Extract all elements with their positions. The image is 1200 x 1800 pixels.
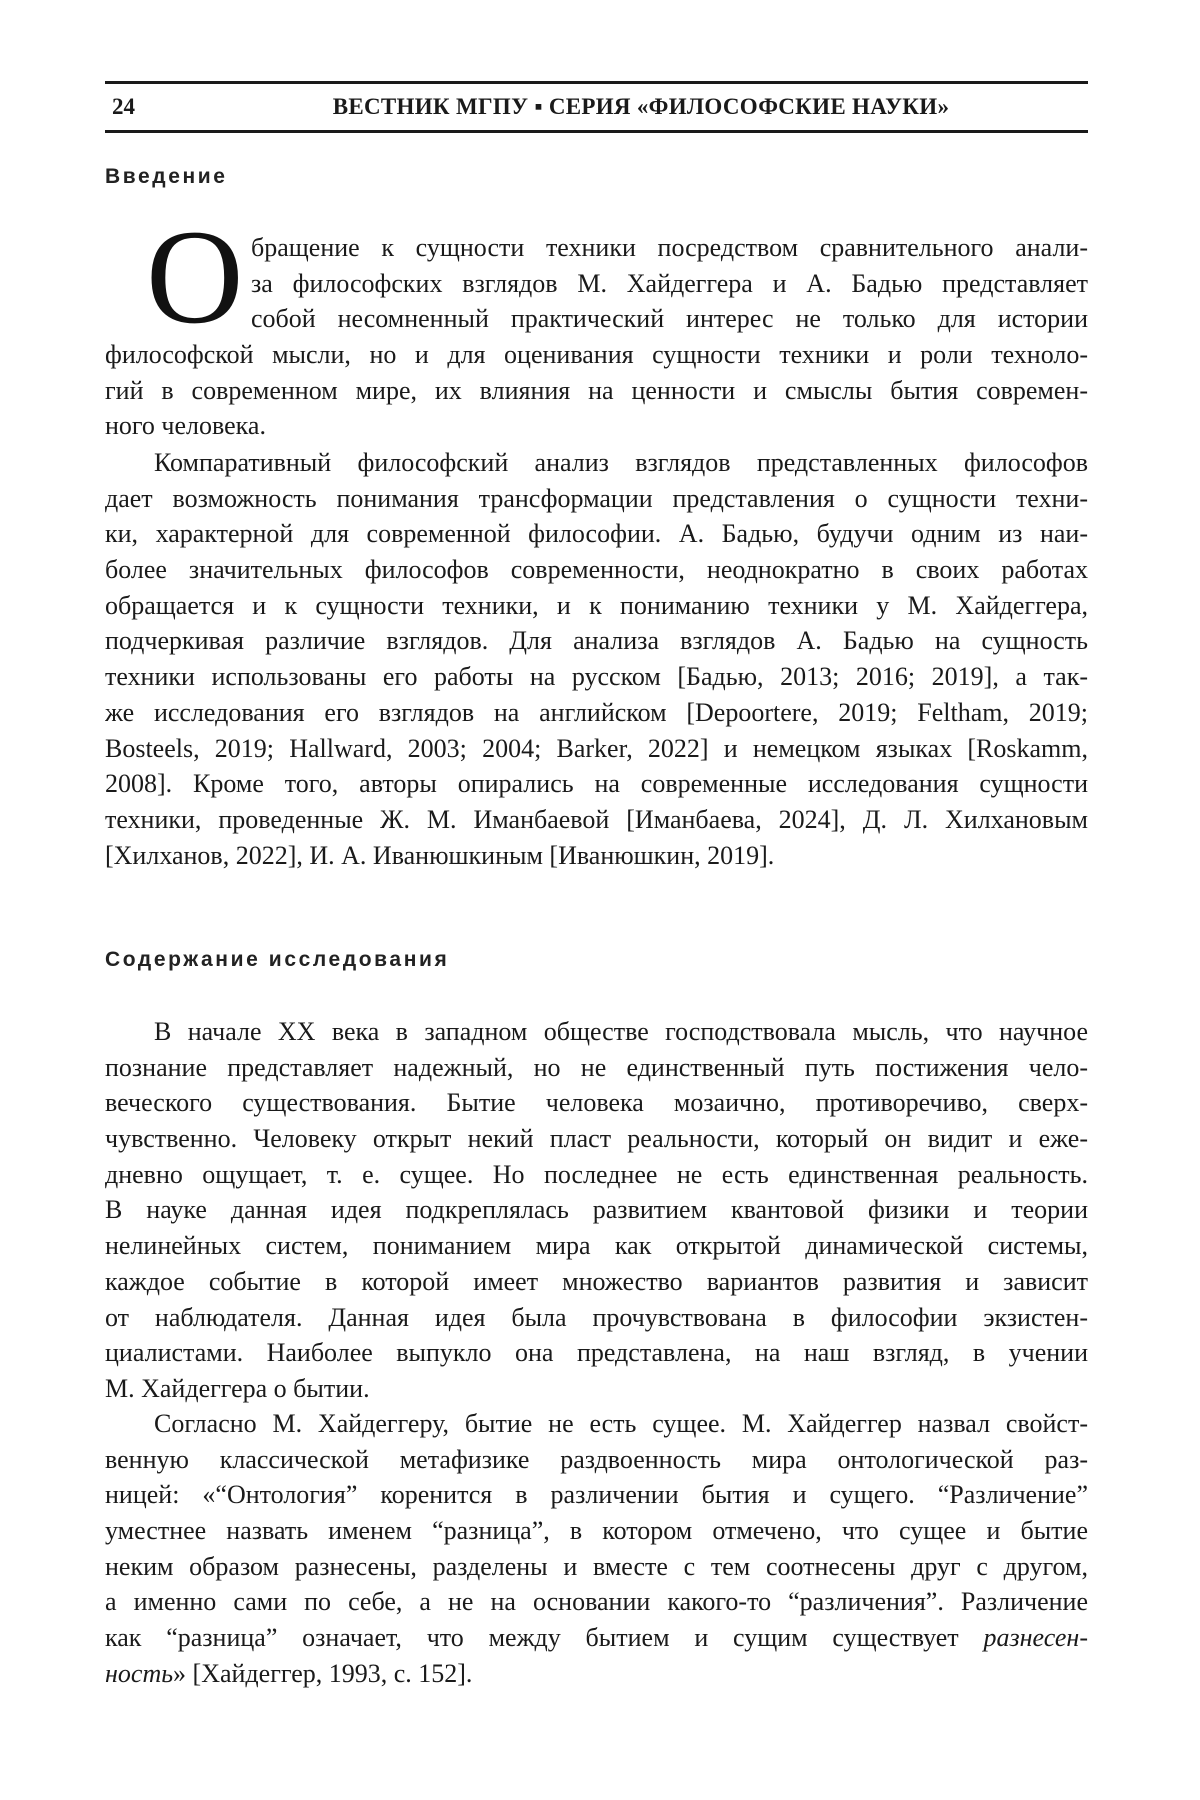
italic-text: ность	[105, 1659, 173, 1688]
italic-text: разнесен-	[983, 1623, 1088, 1652]
text-line: от наблюдателя. Данная идея была прочувствована в философии экзистен-	[105, 1300, 1088, 1336]
text-line: циалистами. Наиболее выпукло она представлена, на наш взгляд, в учении	[105, 1335, 1088, 1371]
text-line: каждое событие в которой имеет множество вариантов развития и зависит	[105, 1264, 1088, 1300]
header-top-rule	[105, 81, 1088, 84]
text-line: познание представляет надежный, но не единственный путь постижения чело-	[105, 1050, 1088, 1086]
text-line: подчеркивая различие взглядов. Для анализа взглядов А. Бадью на сущность	[105, 623, 1088, 659]
header-bottom-rule	[105, 130, 1088, 133]
text-line: бращение к сущности техники посредством сравнительного анали-	[105, 230, 1088, 266]
paragraph	[105, 1406, 1088, 1692]
text-line: ницей: «“Онтология” коренится в различении бытия и сущего. “Различение”	[105, 1477, 1088, 1513]
journal-title: ВЕСТНИК МГПУ ▪ СЕРИЯ «ФИЛОСОФСКИЕ НАУКИ»	[105, 92, 1177, 122]
text-line: нелинейных систем, пониманием мира как открытой динамической системы,	[105, 1228, 1088, 1264]
text-segment: как “разница” означает, что между бытием и сущим существует	[105, 1623, 959, 1652]
text-line: Компаративный философский анализ взглядов представленных философов	[105, 445, 1088, 481]
section-heading-research-content: Содержание исследования	[105, 945, 449, 975]
section-heading-introduction: Введение	[105, 162, 228, 192]
text-line: дневно ощущает, т. е. сущее. Но последнее не есть единственная реальность.	[105, 1157, 1088, 1193]
text-line: уместнее назвать именем “разница”, в котором отмечено, что сущее и бытие	[105, 1513, 1088, 1549]
text-line: же исследования его взглядов на английском [Depoortere, 2019; Feltham, 2019;	[105, 695, 1088, 731]
text-line: более значительных философов современности, неоднократно в своих работах	[105, 552, 1088, 588]
text-segment: » [Хайдеггер, 1993, с. 152].	[173, 1659, 472, 1688]
drop-cap: О	[146, 210, 244, 345]
text-line	[105, 1656, 1088, 1692]
text-line: [Хилханов, 2022], И. А. Иванюшкиным [Иванюшкин, 2019].	[105, 838, 1088, 874]
page-number: 24	[112, 92, 135, 122]
text-line: 2008]. Кроме того, авторы опирались на современные исследования сущности	[105, 766, 1088, 802]
paragraph	[105, 230, 1088, 444]
text-line: В начале XX века в западном обществе господствовала мысль, что научное	[105, 1014, 1088, 1050]
text-line: чувственно. Человеку открыт некий пласт реальности, который он видит и еже-	[105, 1121, 1088, 1157]
text-line: дает возможность понимания трансформации представления о сущности техни-	[105, 481, 1088, 517]
text-line: М. Хайдеггера о бытии.	[105, 1371, 1088, 1407]
paragraph	[105, 445, 1088, 873]
text-line: Bosteels, 2019; Hallward, 2003; 2004; Barker, 2022] и немецком языках [Roskamm,	[105, 731, 1088, 767]
text-line: техники использованы его работы на русском [Бадью, 2013; 2016; 2019], а так-	[105, 659, 1088, 695]
text-line: техники, проведенные Ж. М. Иманбаевой [Иманбаева, 2024], Д. Л. Хилхановым	[105, 802, 1088, 838]
text-line: ки, характерной для современной философии. А. Бадью, будучи одним из наи-	[105, 516, 1088, 552]
text-line: философской мысли, но и для оценивания сущности техники и роли техноло-	[105, 337, 1088, 373]
text-line: обращается и к сущности техники, и к пониманию техники у М. Хайдеггера,	[105, 588, 1088, 624]
paragraph	[105, 1014, 1088, 1407]
text-line: веческого существования. Бытие человека мозаично, противоречиво, сверх-	[105, 1085, 1088, 1121]
text-line: ного человека.	[105, 408, 1088, 444]
text-line: за философских взглядов М. Хайдеггера и А. Бадью представляет	[105, 266, 1088, 302]
text-line: гий в современном мире, их влияния на ценности и смыслы бытия современ-	[105, 373, 1088, 409]
text-line: венную классической метафизике раздвоенность мира онтологической раз-	[105, 1442, 1088, 1478]
text-line: неким образом разнесены, разделены и вместе с тем соотнесены друг с другом,	[105, 1549, 1088, 1585]
text-line: Согласно М. Хайдеггеру, бытие не есть сущее. М. Хайдеггер назвал свойст-	[105, 1406, 1088, 1442]
text-line: а именно сами по себе, а не на основании какого-то “различения”. Различение	[105, 1584, 1088, 1620]
text-line	[105, 1620, 1088, 1656]
text-line: собой несомненный практический интерес не только для истории	[105, 301, 1088, 337]
text-line: В науке данная идея подкреплялась развитием квантовой физики и теории	[105, 1192, 1088, 1228]
